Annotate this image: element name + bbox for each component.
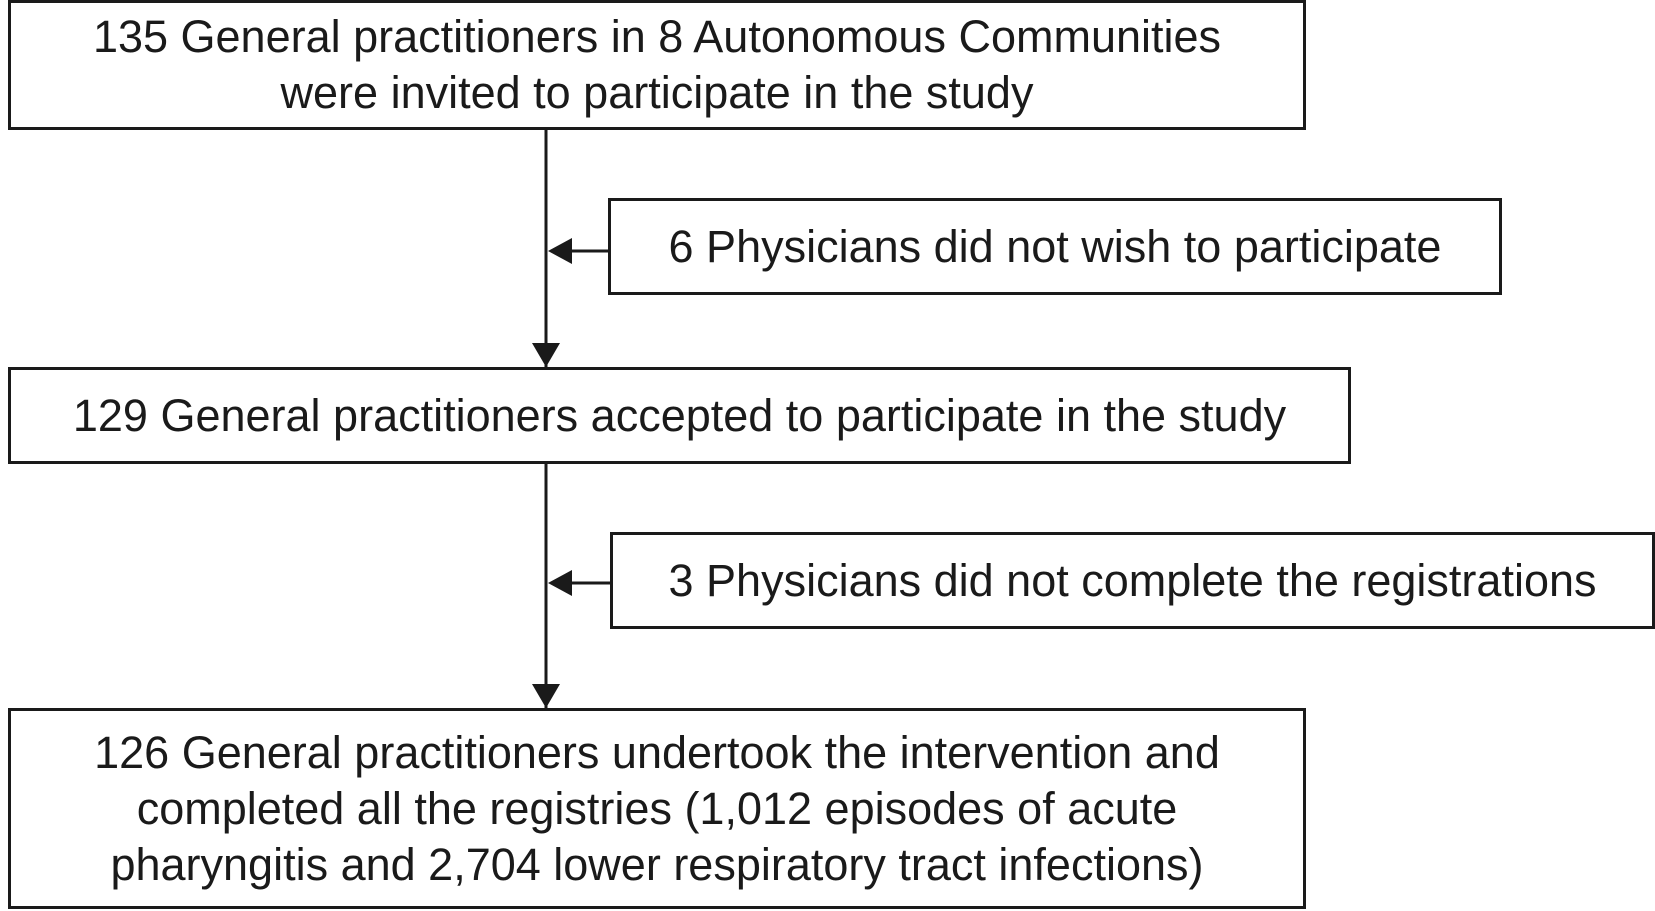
arrowhead-declined [548, 238, 572, 264]
invited-line-2: were invited to participate in the study [280, 67, 1034, 118]
accepted-line-1: 129 General practitioners accepted to participate in the study [72, 389, 1287, 441]
incomplete-line-1: 3 Physicians did not complete the registrations [668, 554, 1597, 606]
completed-line-3: pharyngitis and 2,704 lower respiratory tract infections) [110, 838, 1204, 890]
arrowhead-completed [532, 684, 560, 708]
declined-box [608, 198, 1502, 295]
arrowhead-accepted [532, 343, 560, 367]
invited-line-1: 135 General practitioners in 8 Autonomous Communities [92, 11, 1222, 62]
completed-line-2: completed all the registries (1,012 episodes of acute [136, 782, 1178, 834]
accepted-box [8, 367, 1351, 464]
completed-box [8, 708, 1306, 909]
declined-line-1: 6 Physicians did not wish to participate [668, 220, 1442, 272]
arrowhead-incomplete [548, 570, 572, 596]
completed-line-1: 126 General practitioners undertook the intervention and [94, 726, 1220, 778]
incomplete-box [610, 532, 1655, 629]
invited-box [8, 0, 1306, 130]
